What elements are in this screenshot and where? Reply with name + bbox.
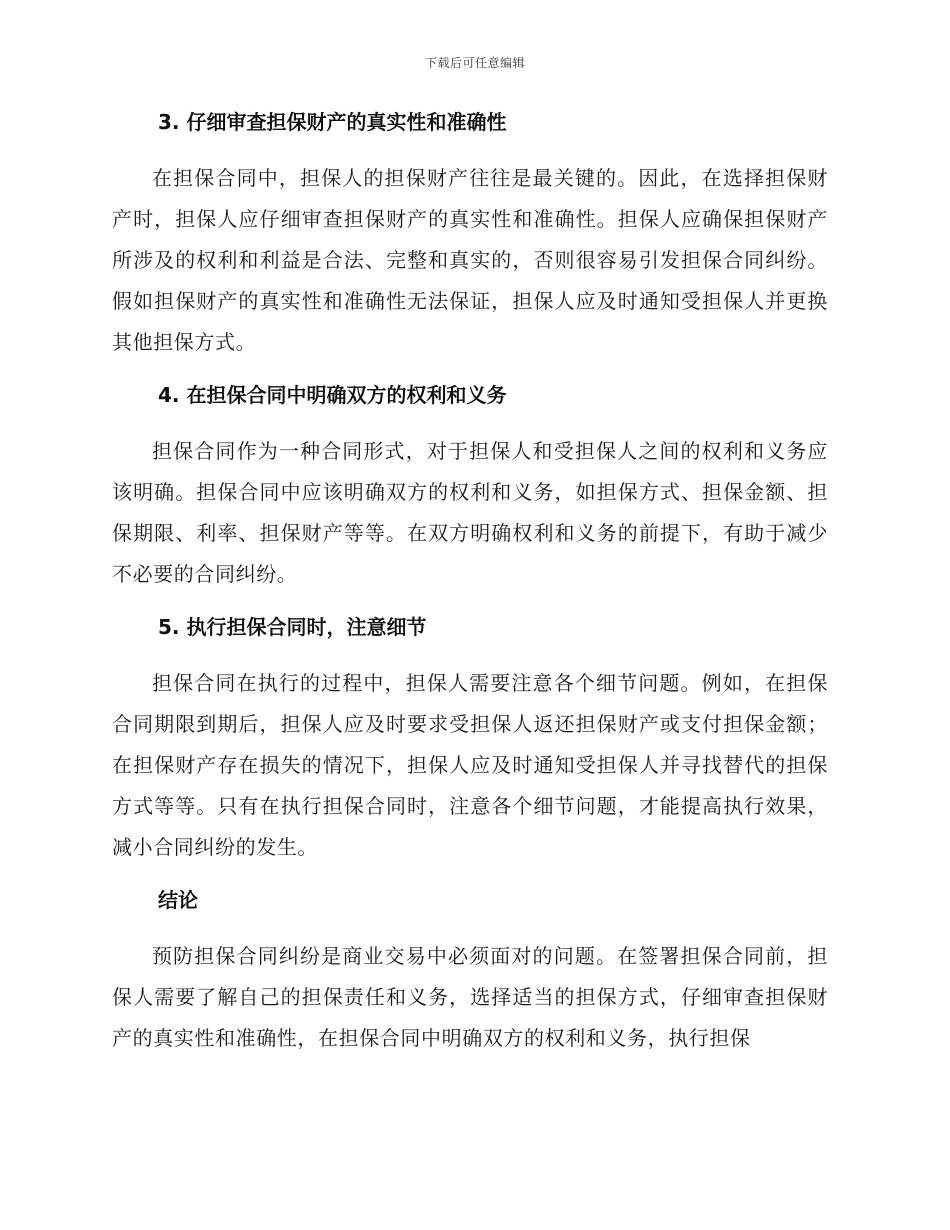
section-4 (112, 381, 828, 595)
section-paragraph: 担保合同作为一种合同形式，对于担保人和受担保人之间的权利和义务应该明确。担保合同中应该明确双方的权利和义务，如担保方式、担保金额、担保期限、利率、担保财产等等。在双方明确权利和义务的前提下，有助于减少不必要的合同纠纷。 (112, 439, 828, 586)
section-paragraph: 担保合同在执行的过程中，担保人需要注意各个细节问题。例如，在担保合同期限到期后，担保人应及时要求受担保人返还担保财产或支付担保金额；在担保财产存在损失的情况下，担保人应及时通知受担保人并寻找替代的担保方式等等。只有在执行担保合同时，注意各个细节问题，才能提高执行效果，减小合同纠纷的发生。 (112, 671, 828, 859)
section-heading: 4. 在担保合同中明确双方的权利和义务 (158, 383, 507, 407)
page-header-note: 下载后可任意编辑 (424, 56, 525, 70)
section-heading: 5. 执行担保合同时，注意细节 (158, 615, 427, 639)
section-paragraph: 预防担保合同纠纷是商业交易中必须面对的问题。在签署担保合同前，担保人需要了解自己的担保责任和义务，选择适当的担保方式，仔细审查担保财产的真实性和准确性，在担保合同中明确双方的权利和义务，执行担保 (112, 944, 828, 1050)
section-paragraph: 在担保合同中，担保人的担保财产往往是最关键的。因此，在选择担保财产时，担保人应仔细审查担保财产的真实性和准确性。担保人应确保担保财产所涉及的权利和利益是合法、完整和真实的，否则很容易引发担保合同纠纷。假如担保财产的真实性和准确性无法保证，担保人应及时通知受担保人并更换其他担保方式。 (112, 166, 828, 354)
section-5 (112, 613, 828, 868)
section-heading: 结论 (158, 888, 198, 912)
section-3 (112, 108, 828, 363)
section-heading: 3. 仔细审查担保财产的真实性和准确性 (158, 110, 507, 134)
document-body (112, 108, 828, 1077)
section-conclusion (112, 886, 828, 1059)
